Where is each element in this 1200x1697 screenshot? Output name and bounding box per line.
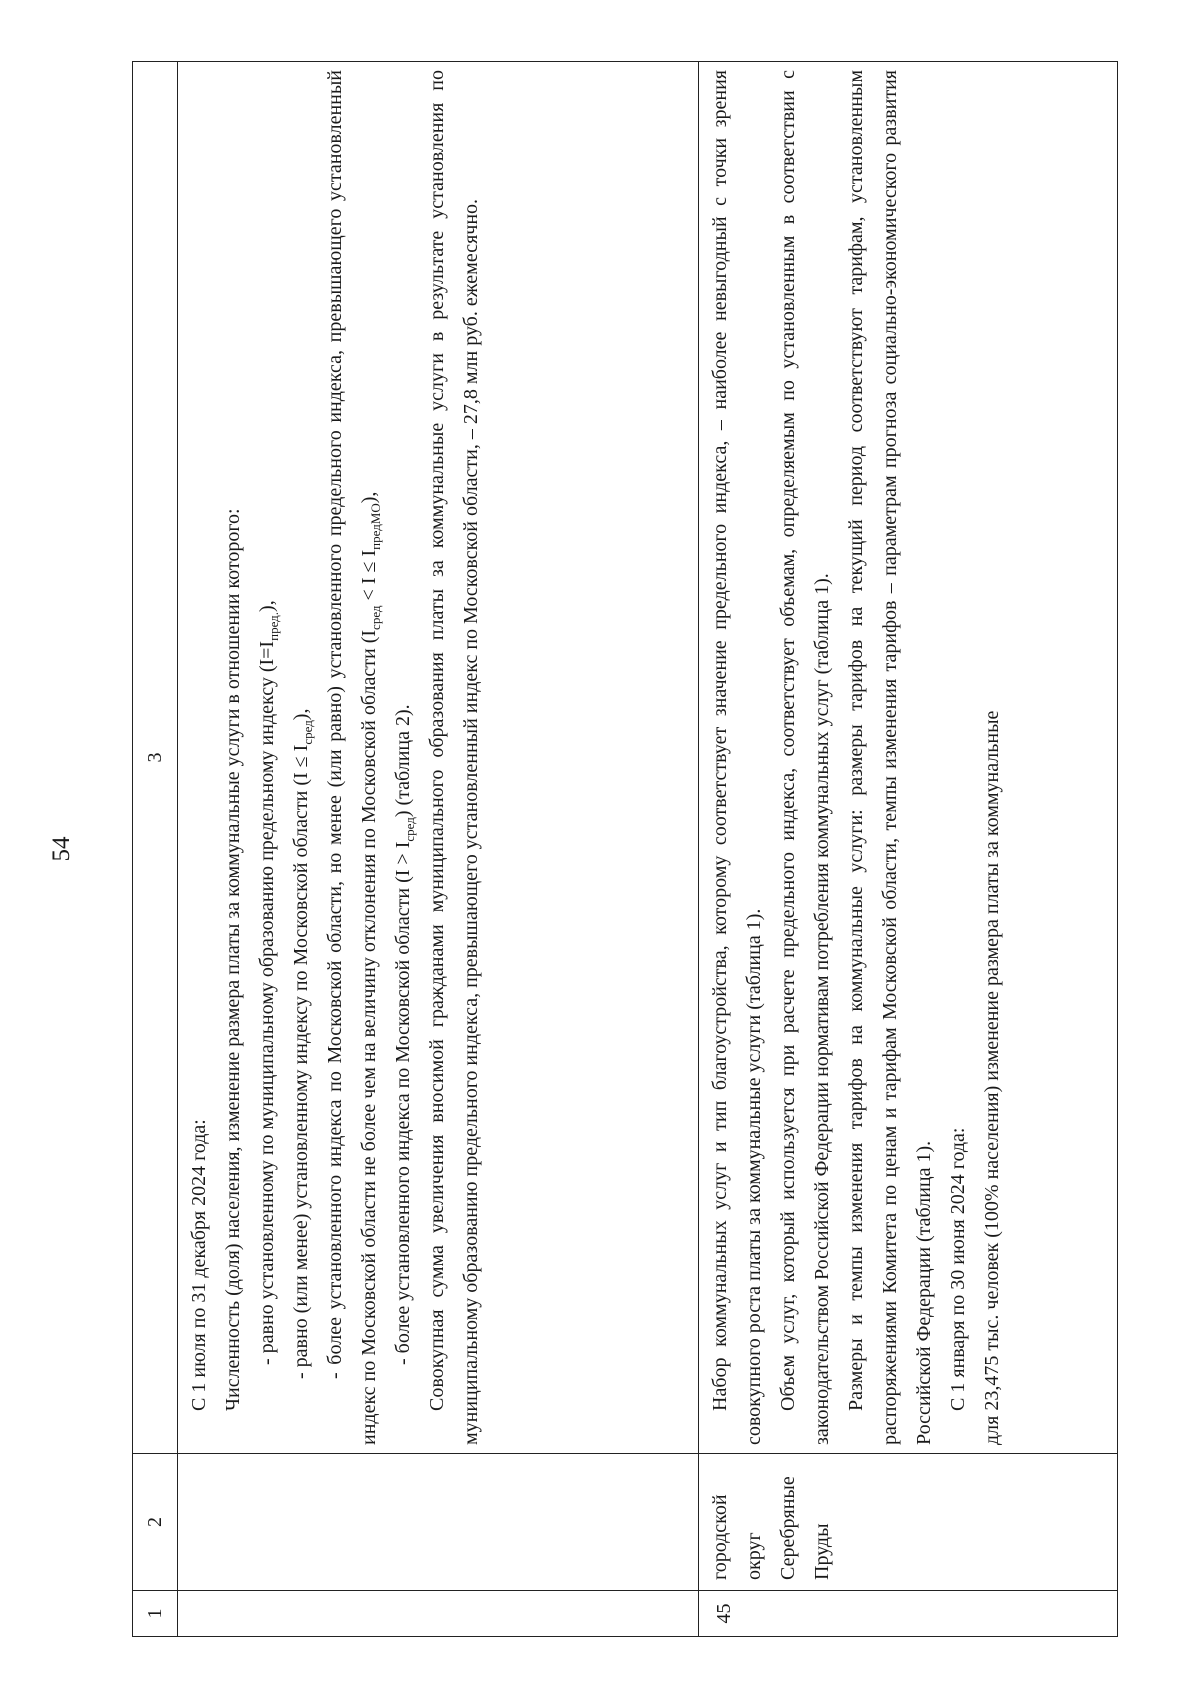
paragraph: - более установленного индекса по Московской области, но менее (или равно) установленного предельного индекса, превышающего установленный индекс по Московской области не более чем на величину отклонения по Московской области $(I_{сред} < I \le I_{предМО})$, xyxy=(324,70,383,1445)
paragraph: Объем услуг, который используется при расчете предельного индекса, соответствует объемам, определяемым по установленным в соответствии с законодательством Российской Федерации нормативам потребления коммунальных услуг (таблица 1). xyxy=(777,70,833,1445)
paragraph: - равно установленному по муниципальному образованию предельному индексу $(I=I_{пред.})$, xyxy=(256,600,281,1365)
paragraph: - более установленного индекса по Московской области $(I > I_{сред})$ (таблица 2). xyxy=(392,704,417,1365)
rotated-page-content xyxy=(132,62,1132,1637)
header-col-2: 2 xyxy=(133,1454,178,1591)
paragraph: Численность (доля) населения, изменение размера платы за коммунальные услуги в отношении которого: xyxy=(222,508,244,1411)
row-number xyxy=(178,1591,699,1637)
row-number: 45 xyxy=(699,1591,1118,1637)
paragraph: Набор коммунальных услуг и тип благоустройства, которому соответствует значение предельного индекса, – наиболее невыгодный с точки зрения совокупного роста платы за коммунальные услуги (таблица 1). xyxy=(709,70,765,1445)
page-number: 54 xyxy=(48,836,75,862)
header-col-1: 1 xyxy=(133,1591,178,1637)
table-row xyxy=(699,62,1118,1637)
row-content xyxy=(699,62,1118,1454)
paragraph: Совокупная сумма увеличения вносимой гражданами муниципального образования платы за коммунальные услуги в результате установления по муниципальному образованию предельного индекса, превышающего установленный индекс по Московской области, – 27,8 млн руб. ежемесячно. xyxy=(426,70,482,1445)
table-row xyxy=(178,62,699,1637)
table-header-row xyxy=(133,62,178,1637)
paragraph: - равно (или менее) установленному индексу по Московской области $(I \le I_{сред})$, xyxy=(290,708,315,1379)
paragraph: С 1 января по 30 июня 2024 года: xyxy=(947,1127,969,1411)
row-region: городской округ Серебряные Пруды xyxy=(699,1454,1118,1591)
paragraph: для 23,475 тыс. человек (100% населения) изменение размера платы за коммунальные xyxy=(981,710,1003,1445)
row-content xyxy=(178,62,699,1454)
document-table xyxy=(132,61,1118,1637)
paragraph: Размеры и темпы изменения тарифов на коммунальные услуги: размеры тарифов на текущий период соответствуют тарифам, установленным распоряжениями Комитета по ценам и тарифам Московской области, темпы изменения тарифов – параметрам прогноза социально-экономического развития Российской Федерации (таблица 1). xyxy=(845,70,935,1445)
header-col-3: 3 xyxy=(133,62,178,1454)
row-region xyxy=(178,1454,699,1591)
paragraph: С 1 июля по 31 декабря 2024 года: xyxy=(188,1119,210,1411)
